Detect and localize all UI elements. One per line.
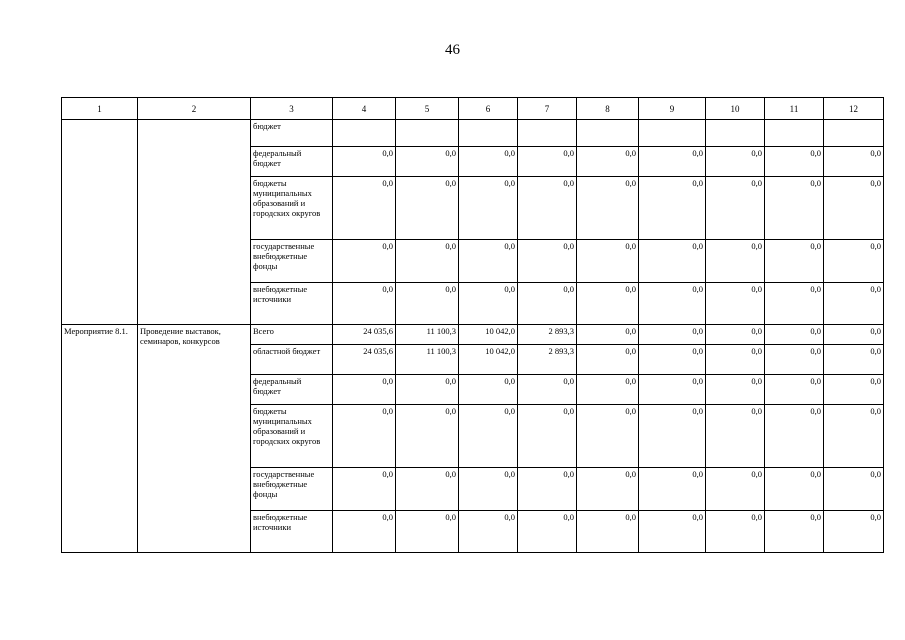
value-cell: 0,0 (333, 283, 396, 325)
funding-source-cell: федеральный бюджет (251, 375, 333, 405)
value-cell: 0,0 (333, 177, 396, 240)
value-cell: 0,0 (459, 468, 518, 511)
value-cell: 0,0 (824, 177, 884, 240)
header-cell: 1 (62, 98, 138, 120)
value-cell: 0,0 (765, 325, 824, 345)
value-cell: 10 042,0 (459, 325, 518, 345)
value-cell: 0,0 (639, 325, 706, 345)
value-cell: 0,0 (765, 345, 824, 375)
value-cell: 0,0 (765, 468, 824, 511)
value-cell: 0,0 (333, 147, 396, 177)
value-cell: 0,0 (765, 147, 824, 177)
funding-source-cell: областной бюджет (251, 345, 333, 375)
value-cell: 0,0 (639, 240, 706, 283)
value-cell: 0,0 (396, 405, 459, 468)
value-cell: 0,0 (518, 468, 577, 511)
value-cell: 0,0 (824, 375, 884, 405)
value-cell: 0,0 (577, 375, 639, 405)
header-cell: 9 (639, 98, 706, 120)
value-cell: 0,0 (765, 511, 824, 553)
value-cell: 0,0 (765, 177, 824, 240)
budget-table (61, 97, 884, 553)
value-cell: 0,0 (639, 468, 706, 511)
value-cell: 0,0 (518, 240, 577, 283)
value-cell (639, 120, 706, 147)
value-cell: 0,0 (706, 240, 765, 283)
value-cell: 0,0 (518, 375, 577, 405)
value-cell: 0,0 (518, 177, 577, 240)
header-cell: 8 (577, 98, 639, 120)
value-cell: 0,0 (577, 283, 639, 325)
value-cell: 0,0 (577, 511, 639, 553)
value-cell: 0,0 (396, 177, 459, 240)
value-cell: 0,0 (824, 405, 884, 468)
funding-source-cell: бюджеты муниципальных образований и городских округов (251, 177, 333, 240)
value-cell: 0,0 (577, 345, 639, 375)
empty-cell (138, 120, 251, 325)
value-cell: 0,0 (824, 325, 884, 345)
value-cell: 0,0 (577, 325, 639, 345)
value-cell: 0,0 (396, 283, 459, 325)
value-cell (518, 120, 577, 147)
table-row (62, 120, 884, 147)
value-cell: 0,0 (459, 511, 518, 553)
value-cell: 0,0 (706, 147, 765, 177)
value-cell (765, 120, 824, 147)
page-number: 46 (445, 42, 460, 58)
value-cell: 0,0 (639, 345, 706, 375)
value-cell: 0,0 (706, 345, 765, 375)
value-cell: 2 893,3 (518, 325, 577, 345)
value-cell: 0,0 (706, 375, 765, 405)
header-cell: 7 (518, 98, 577, 120)
value-cell: 0,0 (639, 177, 706, 240)
value-cell: 0,0 (577, 147, 639, 177)
funding-source-cell: государственные внебюджетные фонды (251, 240, 333, 283)
value-cell: 0,0 (577, 468, 639, 511)
value-cell: 0,0 (518, 511, 577, 553)
value-cell: 0,0 (824, 345, 884, 375)
value-cell: 0,0 (639, 511, 706, 553)
header-cell: 6 (459, 98, 518, 120)
header-cell: 3 (251, 98, 333, 120)
value-cell: 0,0 (518, 405, 577, 468)
value-cell: 0,0 (765, 405, 824, 468)
value-cell: 0,0 (396, 511, 459, 553)
value-cell: 0,0 (639, 375, 706, 405)
header-cell: 11 (765, 98, 824, 120)
value-cell (824, 120, 884, 147)
value-cell: 11 100,3 (396, 345, 459, 375)
event-label-cell: Мероприятие 8.1. (62, 325, 138, 553)
value-cell: 0,0 (577, 177, 639, 240)
header-cell: 10 (706, 98, 765, 120)
value-cell: 0,0 (824, 283, 884, 325)
value-cell: 0,0 (459, 283, 518, 325)
value-cell: 0,0 (706, 468, 765, 511)
value-cell: 0,0 (459, 240, 518, 283)
value-cell: 0,0 (333, 468, 396, 511)
value-cell: 10 042,0 (459, 345, 518, 375)
header-cell: 12 (824, 98, 884, 120)
value-cell: 0,0 (639, 283, 706, 325)
value-cell: 0,0 (639, 147, 706, 177)
empty-cell (62, 120, 138, 325)
value-cell: 0,0 (706, 177, 765, 240)
value-cell: 0,0 (706, 325, 765, 345)
value-cell: 0,0 (396, 240, 459, 283)
value-cell: 0,0 (396, 147, 459, 177)
value-cell (577, 120, 639, 147)
value-cell: 0,0 (706, 283, 765, 325)
value-cell: 11 100,3 (396, 325, 459, 345)
header-cell: 4 (333, 98, 396, 120)
header-cell: 2 (138, 98, 251, 120)
value-cell: 0,0 (706, 405, 765, 468)
value-cell: 0,0 (577, 240, 639, 283)
table-row (62, 325, 884, 345)
value-cell (396, 120, 459, 147)
value-cell (333, 120, 396, 147)
value-cell (706, 120, 765, 147)
funding-source-cell: государственные внебюджетные фонды (251, 468, 333, 511)
funding-source-cell: бюджет (251, 120, 333, 147)
funding-source-cell: бюджеты муниципальных образований и городских округов (251, 405, 333, 468)
value-cell: 0,0 (459, 375, 518, 405)
funding-source-cell: Всего (251, 325, 333, 345)
header-cell: 5 (396, 98, 459, 120)
value-cell: 0,0 (459, 147, 518, 177)
value-cell: 0,0 (824, 240, 884, 283)
value-cell: 0,0 (459, 405, 518, 468)
value-cell: 0,0 (577, 405, 639, 468)
value-cell (459, 120, 518, 147)
value-cell: 0,0 (765, 375, 824, 405)
value-cell: 0,0 (706, 511, 765, 553)
value-cell: 24 035,6 (333, 345, 396, 375)
funding-source-cell: внебюджетные источники (251, 511, 333, 553)
value-cell: 0,0 (824, 468, 884, 511)
funding-source-cell: федеральный бюджет (251, 147, 333, 177)
header-row (62, 98, 884, 120)
value-cell: 0,0 (396, 468, 459, 511)
event-name-cell: Проведение выставок, семинаров, конкурсов (138, 325, 251, 553)
value-cell: 0,0 (333, 375, 396, 405)
value-cell: 0,0 (639, 405, 706, 468)
value-cell: 0,0 (333, 240, 396, 283)
value-cell: 0,0 (765, 283, 824, 325)
value-cell: 0,0 (824, 511, 884, 553)
funding-source-cell: внебюджетные источники (251, 283, 333, 325)
value-cell: 0,0 (396, 375, 459, 405)
value-cell: 2 893,3 (518, 345, 577, 375)
value-cell: 0,0 (765, 240, 824, 283)
value-cell: 0,0 (333, 511, 396, 553)
value-cell: 0,0 (824, 147, 884, 177)
value-cell: 0,0 (518, 283, 577, 325)
value-cell: 24 035,6 (333, 325, 396, 345)
value-cell: 0,0 (333, 405, 396, 468)
value-cell: 0,0 (518, 147, 577, 177)
value-cell: 0,0 (459, 177, 518, 240)
